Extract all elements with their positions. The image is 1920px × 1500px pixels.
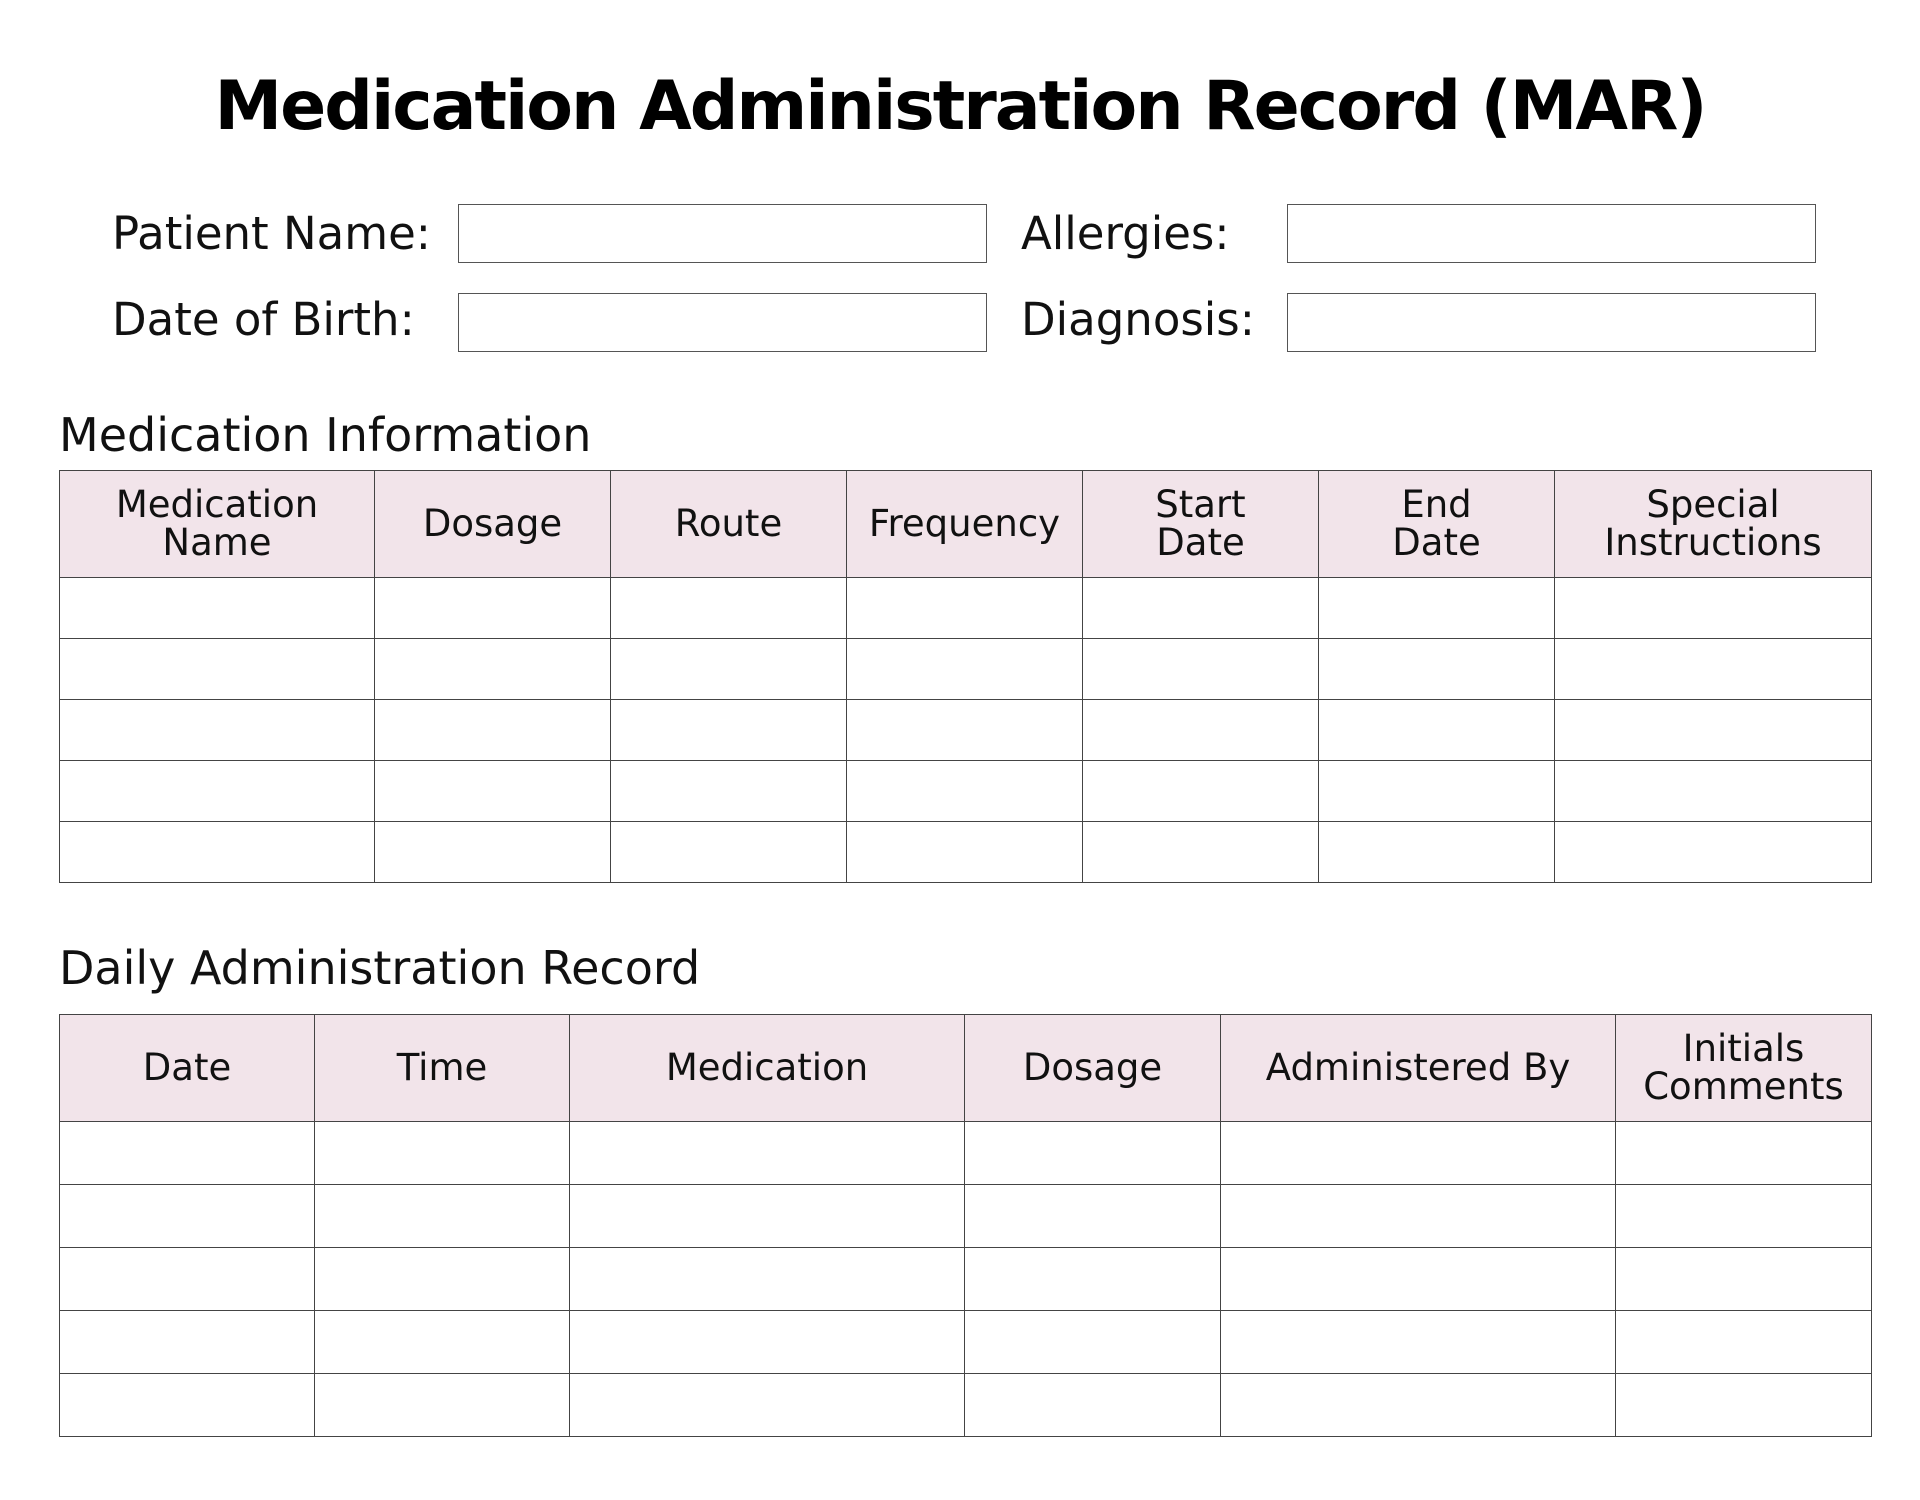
daily-column-header-line: Dosage <box>1022 1046 1163 1089</box>
daily-table-cell[interactable] <box>570 1311 965 1374</box>
medication-column-header <box>847 471 1083 578</box>
medication-column-header-line: Dosage <box>422 502 563 545</box>
daily-column-header-line: Medication <box>665 1046 869 1089</box>
table-header-row <box>60 471 1872 578</box>
medication-table-cell[interactable] <box>1083 822 1319 883</box>
medication-column-header <box>1555 471 1872 578</box>
table-row <box>60 1374 1872 1437</box>
medication-column-header <box>375 471 611 578</box>
medication-column-header-line: Frequency <box>868 502 1061 545</box>
patient-name-label: Patient Name: <box>112 207 431 260</box>
medication-column-header-line: Name <box>162 521 272 564</box>
medication-table-cell[interactable] <box>375 700 611 761</box>
table-row <box>60 822 1872 883</box>
medication-table-cell[interactable] <box>1083 700 1319 761</box>
daily-table-cell[interactable] <box>315 1248 570 1311</box>
medication-table-cell[interactable] <box>611 639 847 700</box>
medication-table-cell[interactable] <box>1083 761 1319 822</box>
medication-table-cell[interactable] <box>1319 578 1555 639</box>
daily-column-header <box>60 1015 315 1122</box>
medication-column-header-line: End <box>1401 483 1472 526</box>
table-row <box>60 700 1872 761</box>
daily-table-cell[interactable] <box>315 1185 570 1248</box>
daily-table-cell[interactable] <box>60 1122 315 1185</box>
table-row <box>60 578 1872 639</box>
allergies-field[interactable] <box>1287 204 1816 263</box>
medication-information-heading: Medication Information <box>59 408 592 462</box>
medication-table-cell[interactable] <box>847 822 1083 883</box>
daily-table-cell[interactable] <box>1221 1185 1616 1248</box>
daily-table-cell[interactable] <box>570 1122 965 1185</box>
daily-table-cell[interactable] <box>965 1122 1221 1185</box>
medication-table-cell[interactable] <box>611 761 847 822</box>
medication-column-header-line: Instructions <box>1604 521 1822 564</box>
daily-table-cell[interactable] <box>1616 1248 1872 1311</box>
daily-column-header-line: Date <box>142 1046 232 1089</box>
daily-column-header-line: Time <box>396 1046 488 1089</box>
medication-table-cell[interactable] <box>60 639 375 700</box>
daily-table-cell[interactable] <box>1221 1311 1616 1374</box>
table-row <box>60 1248 1872 1311</box>
daily-table-cell[interactable] <box>1221 1248 1616 1311</box>
medication-column-header-line: Date <box>1392 521 1481 564</box>
daily-table-cell[interactable] <box>570 1248 965 1311</box>
daily-administration-table <box>59 1014 1872 1437</box>
table-row <box>60 1185 1872 1248</box>
medication-table-cell[interactable] <box>1555 578 1872 639</box>
daily-table-cell[interactable] <box>60 1374 315 1437</box>
daily-column-header <box>1616 1015 1872 1122</box>
medication-table-cell[interactable] <box>60 761 375 822</box>
date-of-birth-label: Date of Birth: <box>112 293 415 346</box>
daily-table-cell[interactable] <box>1221 1122 1616 1185</box>
medication-table-cell[interactable] <box>611 578 847 639</box>
daily-table-cell[interactable] <box>60 1311 315 1374</box>
page-title: Medication Administration Record (MAR) <box>214 67 1706 146</box>
daily-table-cell[interactable] <box>1221 1374 1616 1437</box>
medication-table-cell[interactable] <box>60 578 375 639</box>
daily-table-cell[interactable] <box>570 1185 965 1248</box>
medication-table-cell[interactable] <box>1083 639 1319 700</box>
medication-table-cell[interactable] <box>375 761 611 822</box>
medication-table-cell[interactable] <box>1083 578 1319 639</box>
diagnosis-field[interactable] <box>1287 293 1816 352</box>
medication-table-cell[interactable] <box>60 700 375 761</box>
medication-table-cell[interactable] <box>60 822 375 883</box>
daily-table-cell[interactable] <box>965 1185 1221 1248</box>
diagnosis-label: Diagnosis: <box>1021 293 1255 346</box>
allergies-label: Allergies: <box>1021 207 1230 260</box>
daily-column-header <box>1221 1015 1616 1122</box>
medication-table-cell[interactable] <box>375 822 611 883</box>
table-header-row <box>60 1015 1872 1122</box>
medication-column-header <box>60 471 375 578</box>
medication-table-cell[interactable] <box>1319 761 1555 822</box>
daily-table-cell[interactable] <box>60 1185 315 1248</box>
table-row <box>60 1122 1872 1185</box>
daily-table-cell[interactable] <box>315 1374 570 1437</box>
medication-table-cell[interactable] <box>1319 639 1555 700</box>
medication-table-cell[interactable] <box>1555 761 1872 822</box>
table-row <box>60 761 1872 822</box>
medication-table-cell[interactable] <box>1555 700 1872 761</box>
medication-table-cell[interactable] <box>611 822 847 883</box>
daily-table-cell[interactable] <box>1616 1185 1872 1248</box>
daily-table-cell[interactable] <box>965 1374 1221 1437</box>
daily-column-header-line: Administered By <box>1265 1046 1571 1089</box>
medication-column-header <box>1319 471 1555 578</box>
patient-name-field[interactable] <box>458 204 987 263</box>
daily-column-header-line: Comments <box>1643 1065 1844 1108</box>
medication-table-cell[interactable] <box>375 578 611 639</box>
daily-table-cell[interactable] <box>965 1248 1221 1311</box>
daily-column-header <box>965 1015 1221 1122</box>
daily-table-cell[interactable] <box>1616 1311 1872 1374</box>
medication-column-header-line: Medication <box>115 483 319 526</box>
daily-table-cell[interactable] <box>1616 1374 1872 1437</box>
medication-table-cell[interactable] <box>1555 639 1872 700</box>
daily-table-cell[interactable] <box>1616 1122 1872 1185</box>
table-row <box>60 1311 1872 1374</box>
medication-table-cell[interactable] <box>375 639 611 700</box>
medication-table-cell[interactable] <box>1555 822 1872 883</box>
daily-table-cell[interactable] <box>60 1248 315 1311</box>
medication-table-cell[interactable] <box>611 700 847 761</box>
daily-table-cell[interactable] <box>315 1122 570 1185</box>
daily-column-header <box>315 1015 570 1122</box>
medication-table-cell[interactable] <box>847 761 1083 822</box>
daily-table-cell[interactable] <box>965 1311 1221 1374</box>
medication-column-header-line: Start <box>1155 483 1246 526</box>
medication-table-cell[interactable] <box>847 700 1083 761</box>
daily-table-cell[interactable] <box>570 1374 965 1437</box>
date-of-birth-field[interactable] <box>458 293 987 352</box>
medication-column-header-line: Date <box>1156 521 1245 564</box>
medication-column-header <box>1083 471 1319 578</box>
daily-table-cell[interactable] <box>315 1311 570 1374</box>
medication-table-cell[interactable] <box>847 578 1083 639</box>
medication-table-cell[interactable] <box>1319 822 1555 883</box>
medication-column-header-line: Route <box>674 502 783 545</box>
table-row <box>60 639 1872 700</box>
daily-administration-record-heading: Daily Administration Record <box>59 941 701 995</box>
medication-table-cell[interactable] <box>847 639 1083 700</box>
daily-column-header-line: Initials <box>1682 1027 1805 1070</box>
medication-column-header <box>611 471 847 578</box>
medication-table-cell[interactable] <box>1319 700 1555 761</box>
medication-column-header-line: Special <box>1646 483 1780 526</box>
daily-column-header <box>570 1015 965 1122</box>
medication-information-table <box>59 470 1872 883</box>
